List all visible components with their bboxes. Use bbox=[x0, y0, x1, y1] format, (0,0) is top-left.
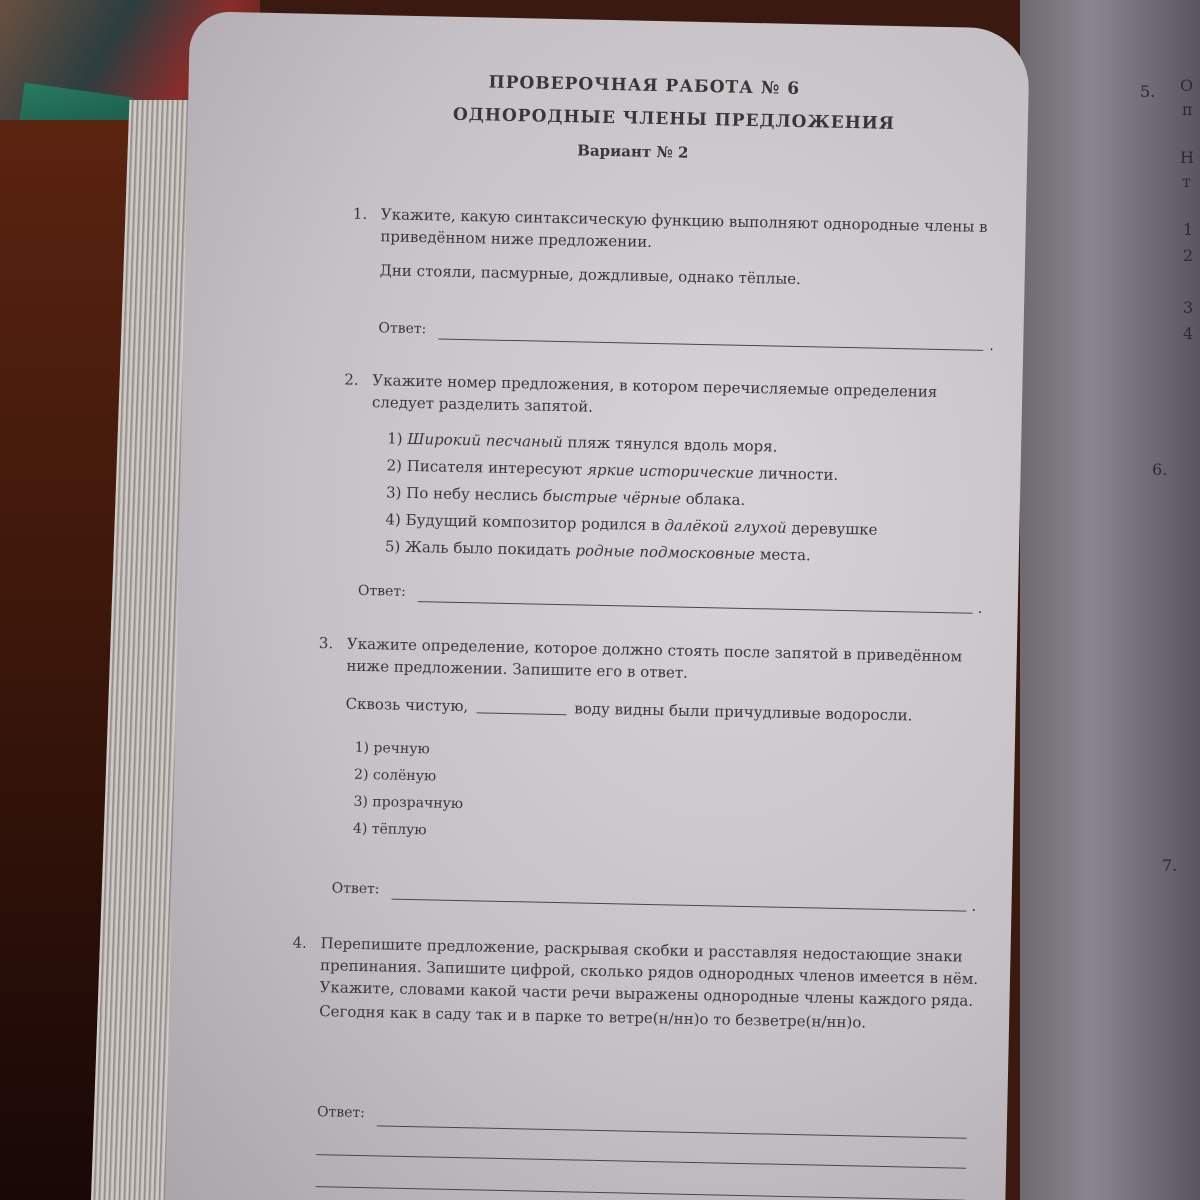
sentence-start: Сквозь чистую, bbox=[345, 694, 469, 716]
options-list bbox=[343, 735, 985, 856]
worksheet-page bbox=[165, 11, 1030, 1200]
answer-line-2[interactable] bbox=[418, 601, 973, 614]
answer-label: Ответ: bbox=[357, 582, 407, 600]
answer-period: . bbox=[977, 598, 983, 617]
question-text: Перепишите предложение, раскрывая скобки и расставляя недостающие знаки препинания. Запишите цифрой, сколько рядов однородных членов имеется в нём. Укажите, словами какой части речи выражены однородные члены каждого ряда. bbox=[319, 934, 979, 1010]
option-italic: далёкой глухой bbox=[664, 516, 787, 537]
option-text: 5) Жаль было покидать bbox=[384, 537, 576, 560]
question-number: 3. bbox=[318, 634, 334, 653]
option-italic: быстрые чёрные bbox=[542, 486, 682, 508]
answer-line-4c[interactable] bbox=[315, 1186, 965, 1200]
option-text: пляж тянулся вдоль моря. bbox=[562, 433, 778, 456]
question-1 bbox=[352, 203, 1000, 294]
worksheet-subtitle: ОДНОРОДНЫЕ ЧЛЕНЫ ПРЕДЛОЖЕНИЯ bbox=[452, 104, 896, 134]
question-number: 1. bbox=[352, 204, 368, 223]
right-page-num-6: 6. bbox=[1152, 460, 1168, 479]
worksheet-title: ПРОВЕРОЧНАЯ РАБОТА № 6 bbox=[488, 72, 801, 99]
option-text: деревушке bbox=[786, 518, 878, 539]
question-sentence: Сегодня как в саду так и в парке то ветре(н/нн)о то безветре(н/нн)о. bbox=[318, 1002, 867, 1032]
answer-label: Ответ: bbox=[316, 1104, 366, 1122]
question-2 bbox=[344, 369, 998, 573]
option-text: 2) Писателя интересуют bbox=[386, 456, 588, 479]
answer-line-3[interactable] bbox=[392, 899, 967, 912]
option-text: 4) Будущий композитор родился в bbox=[385, 510, 665, 535]
sentence-end: воду видны были причудливые водоросли. bbox=[574, 699, 913, 725]
right-page-num-5: 5. bbox=[1140, 82, 1156, 101]
question-text: Укажите, какую синтаксическую функцию выполняют однородные члены в приведённом ниже предложении. bbox=[380, 205, 988, 251]
answer-line-4a[interactable] bbox=[377, 1125, 967, 1138]
answer-label: Ответ: bbox=[331, 880, 380, 898]
question-text: Укажите определение, которое должно стоять после запятой в приведённом ниже предложении. Запишите его в ответ. bbox=[346, 634, 963, 682]
option-text: 3) По небу неслись bbox=[385, 483, 543, 505]
sentence-blank[interactable] bbox=[476, 712, 566, 715]
right-page-fragment: 4 bbox=[1183, 324, 1194, 343]
right-page-fragment: п bbox=[1182, 100, 1193, 119]
question-4 bbox=[292, 932, 986, 1036]
answer-line-1[interactable] bbox=[438, 338, 983, 350]
option-item: 3) прозрачную bbox=[353, 793, 464, 813]
right-page-fragment: О bbox=[1180, 76, 1194, 95]
question-text: Укажите номер предложения, в котором перечисляемые определения следует разделить запятой. bbox=[371, 371, 938, 416]
option-italic: родные подмосковные bbox=[575, 541, 756, 564]
answer-period: . bbox=[971, 896, 977, 915]
question-number: 4. bbox=[292, 933, 308, 952]
facing-page bbox=[1020, 0, 1200, 1200]
option-text: облака. bbox=[680, 489, 746, 509]
question-sentence: Дни стояли, пасмурные, дождливые, однако тёплые. bbox=[379, 261, 802, 289]
options-list bbox=[369, 425, 997, 573]
right-page-num-7: 7. bbox=[1162, 856, 1178, 875]
option-text: места. bbox=[754, 545, 811, 565]
right-page-fragment: 2 bbox=[1183, 246, 1194, 265]
worksheet-variant: Вариант № 2 bbox=[577, 141, 689, 162]
option-item: 1) речную bbox=[354, 739, 430, 758]
answer-label: Ответ: bbox=[378, 320, 427, 338]
option-text: 1) bbox=[386, 429, 408, 448]
answer-period: . bbox=[989, 336, 995, 355]
answer-line-4b[interactable] bbox=[316, 1154, 966, 1169]
question-3 bbox=[318, 633, 987, 856]
right-page-fragment: 3 bbox=[1183, 298, 1194, 317]
right-page-fragment: Н bbox=[1180, 148, 1194, 167]
right-page-fragment: 1 bbox=[1183, 220, 1194, 239]
option-italic: Широкий песчаный bbox=[407, 429, 563, 452]
question-number: 2. bbox=[344, 370, 359, 389]
option-italic: яркие исторические bbox=[586, 460, 754, 483]
option-text: личности. bbox=[753, 464, 839, 484]
option-item: 4) тёплую bbox=[352, 820, 427, 839]
question-sentence bbox=[345, 693, 985, 728]
right-page-fragment: т bbox=[1182, 172, 1191, 191]
option-item: 2) солёную bbox=[353, 766, 437, 785]
